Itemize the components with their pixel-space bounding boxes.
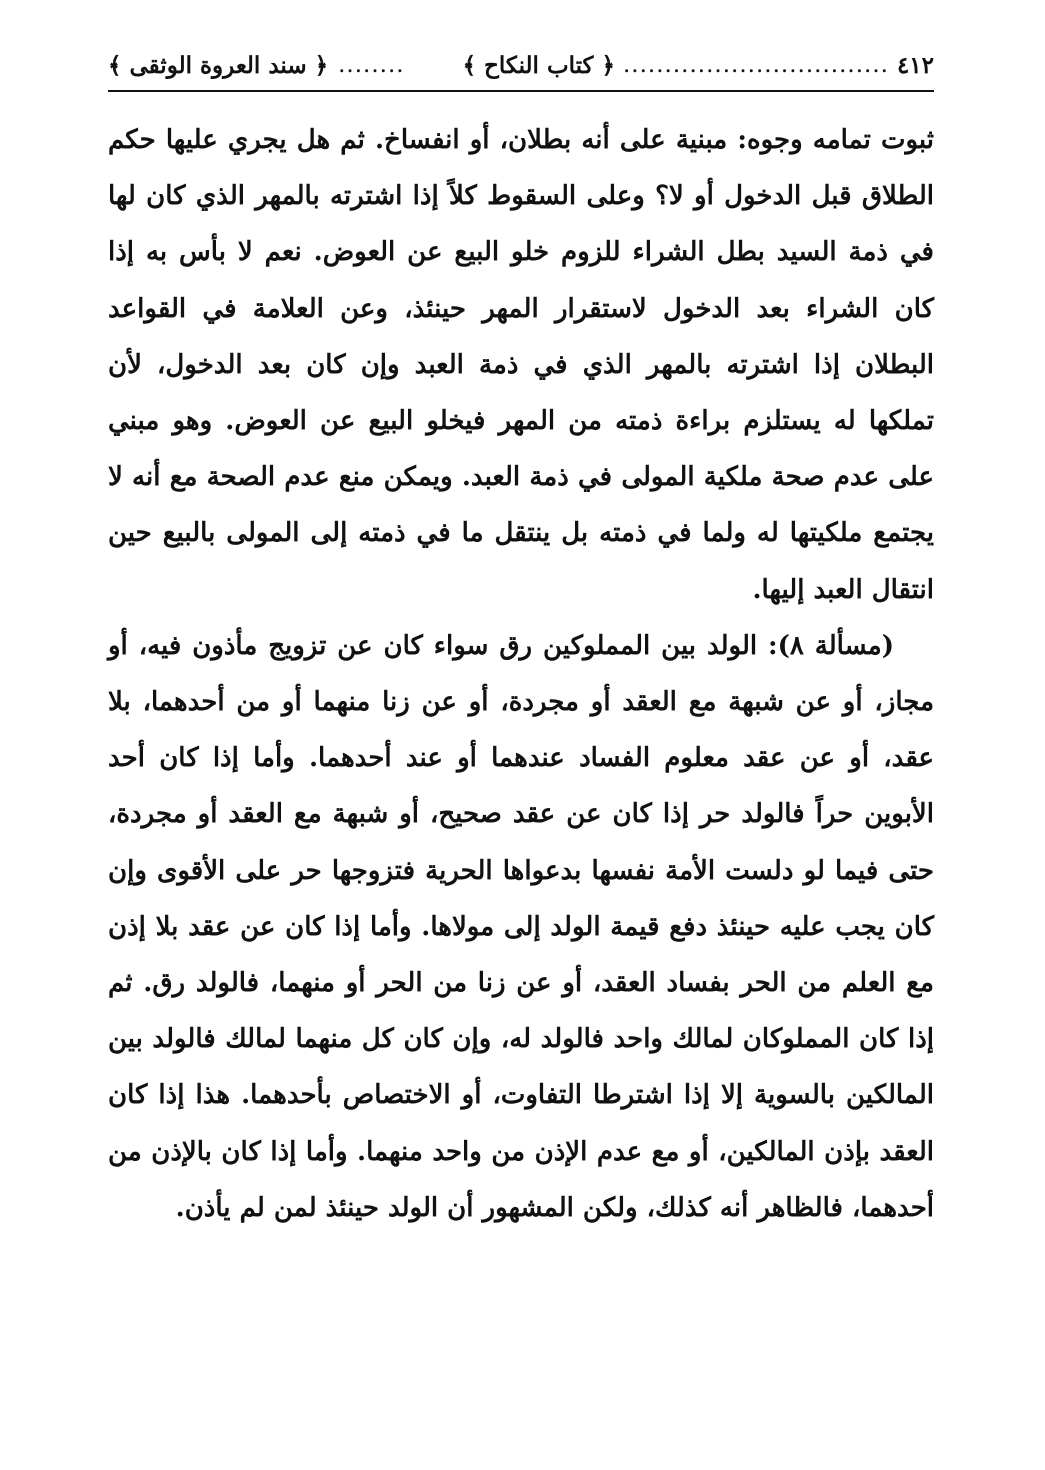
- leader-dots-long: ................................: [622, 52, 889, 78]
- paragraph-1: ثبوت تمامه وجوه: مبنية على أنه بطلان، أو انفساخ. ثم هل يجري عليها حكم الطلاق قبل الدخول أو لا؟ وعلى السقوط كلاً إذا اشترته بالمهر الذي كان لها في ذمة السيد بطل الشراء للزوم خلو البيع عن العوض. نعم لا بأس به إذا كان الشراء بعد الدخول لاستقرار المهر حينئذ، وعن العلامة في القواعد البطلان إذا اشترته بالمهر الذي في ذمة العبد وإن كان بعد الدخول، لأن تملكها له يستلزم براءة ذمته من المهر فيخلو البيع عن العوض. وهو مبني على عدم صحة ملكية المولى في ذمة العبد. ويمكن منع عدم الصحة مع أنه لا يجتمع ملكيتها له ولما في ذمته بل ينتقل ما في ذمته إلى المولى بالبيع حين انتقال العبد إليها.: [108, 125, 934, 605]
- chapter-title: ﴿ كتاب النكاح ﴾: [462, 51, 615, 79]
- page-number: ٤١٢: [896, 51, 934, 79]
- leader-dots-short: ........: [338, 52, 405, 78]
- paragraph-2: (مسألة ٨): الولد بين المملوكين رق سواء كان عن تزويج مأذون فيه، أو مجاز، أو عن شبهة مع العقد أو مجردة، أو عن زنا منهما أو من أحدهما، بلا عقد، أو عن عقد معلوم الفساد عندهما أو عند أحدهما. وأما إذا كان أحد الأبوين حراً فالولد حر إذا كان عن عقد صحيح، أو شبهة مع العقد أو مجردة، حتى فيما لو دلست الأمة نفسها بدعواها الحرية فتزوجها حر على الأقوى وإن كان يجب عليه حينئذ دفع قيمة الولد إلى مولاها. وأما إذا كان عن عقد بلا إذن مع العلم من الحر بفساد العقد، أو عن زنا من الحر أو منهما، فالولد رق. ثم إذا كان المملوكان لمالك واحد فالولد له، وإن كان كل منهما لمالك فالولد بين المالكين بالسوية إلا إذا اشترطا التفاوت، أو الاختصاص بأحدهما. هذا إذا كان العقد بإذن المالكين، أو مع عدم الإذن من واحد منهما. وأما إذا كان بالإذن من أحدهما، فالظاهر أنه كذلك، ولكن المشهور أن الولد حينئذ لمن لم يأذن.: [108, 630, 934, 1223]
- body-text: [108, 112, 934, 1236]
- running-header: [108, 42, 934, 88]
- header-divider: [108, 90, 934, 92]
- book-title: ﴿ سند العروة الوثقى ﴾: [108, 51, 329, 79]
- header-left-group: [108, 52, 405, 79]
- header-right-group: [463, 52, 934, 79]
